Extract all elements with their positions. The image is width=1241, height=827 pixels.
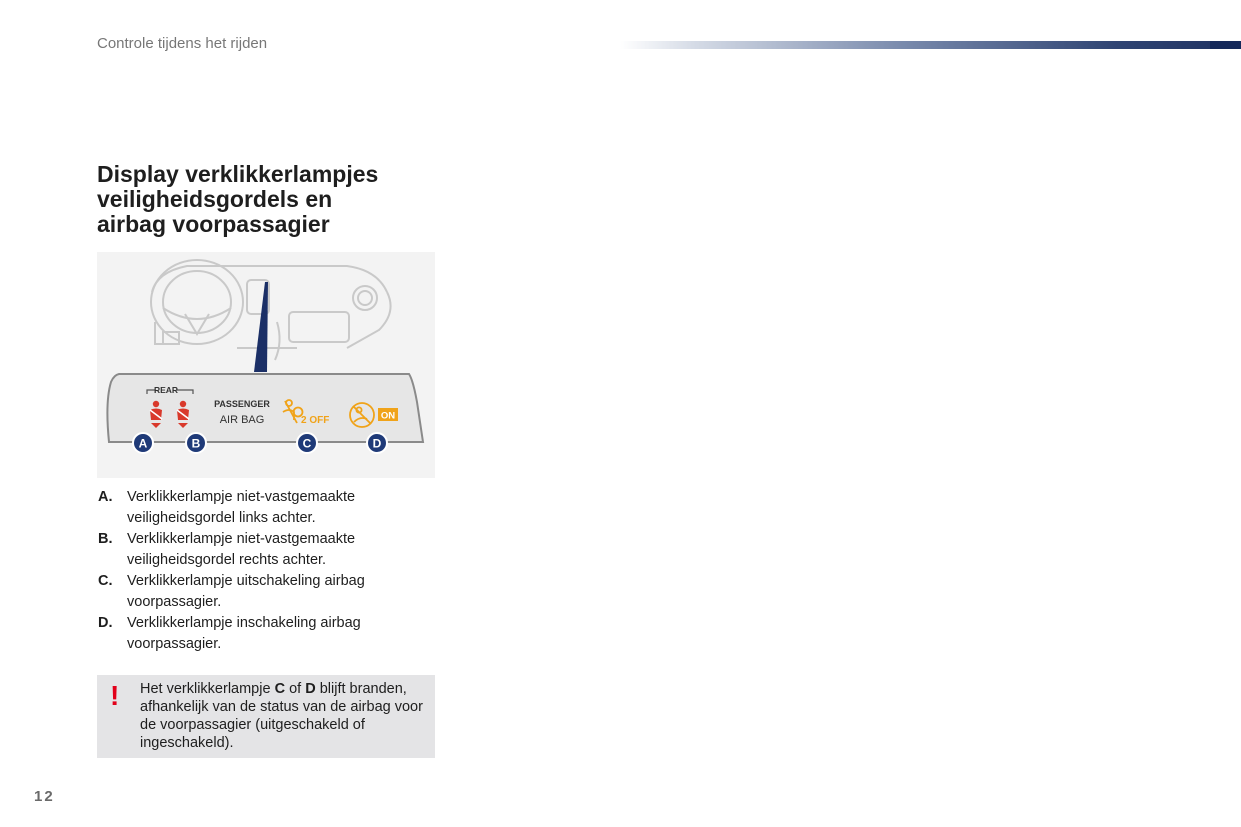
callout-c [297,433,317,453]
rear-label: REAR [153,385,179,395]
legend-list [98,487,438,655]
pointer-wedge [254,282,268,372]
legend-letter: D. [98,615,113,631]
callout-b-label: B [191,436,201,451]
callout-c-label: C [302,436,312,451]
legend-letter: C. [98,573,113,589]
legend-line-2: voorpassagier. [127,594,222,610]
callout-a [133,433,153,453]
legend-line-1: Verklikkerlampje inschakeling airbag [127,615,361,631]
legend-line-1: Verklikkerlampje uitschakeling airbag [127,573,365,589]
header-gradient-bar [620,41,1241,49]
legend-line-1: Verklikkerlampje niet-vastgemaakte [127,531,356,547]
warning-note [97,675,435,758]
note-text-before: Het verklikkerlampje [140,681,275,697]
note-text [140,680,425,752]
section-title [97,162,437,237]
legend-line-2: veiligheidsgordel links achter. [127,510,316,526]
legend-item-d [98,613,438,655]
legend-letter: B. [98,531,113,547]
section-title-line-1: Display verklikkerlampjes [97,161,379,187]
page-number: 12 [34,788,55,805]
section-title-line-2: veiligheidsgordels en [97,186,333,212]
airbag-on-badge: ON [380,410,396,422]
legend-letter: A. [98,489,113,505]
legend-item-c [98,571,438,613]
airbag-label: AIR BAG [219,414,265,426]
dashboard-drawing [151,260,391,360]
callout-b [186,433,206,453]
callout-d [367,433,387,453]
airbag-off-badge: 2 OFF [301,415,330,426]
page-header-title: Controle tijdens het rijden [97,35,268,52]
legend-line-2: veiligheidsgordel rechts achter. [127,552,327,568]
header-bar-end [1210,41,1241,49]
exclamation-icon: ! [110,680,120,711]
callout-d-label: D [372,436,382,451]
note-text-of: of [285,681,306,697]
legend-item-b [98,529,438,571]
callout-a-label: A [138,436,148,451]
note-bold-c: C [274,681,286,697]
dashboard-illustration [97,252,435,478]
legend-line-1: Verklikkerlampje niet-vastgemaakte [127,489,356,505]
legend-line-2: voorpassagier. [127,636,222,652]
note-bold-d: D [305,681,316,697]
passenger-label: PASSENGER [214,399,270,409]
section-title-line-3: airbag voorpassagier [97,211,330,237]
note-text-after: blijft branden, afhankelijk van de status van de airbag voor de voorpassagier (uitgeschakeld of ingeschakeld). [140,681,423,751]
legend-item-a [98,487,438,529]
